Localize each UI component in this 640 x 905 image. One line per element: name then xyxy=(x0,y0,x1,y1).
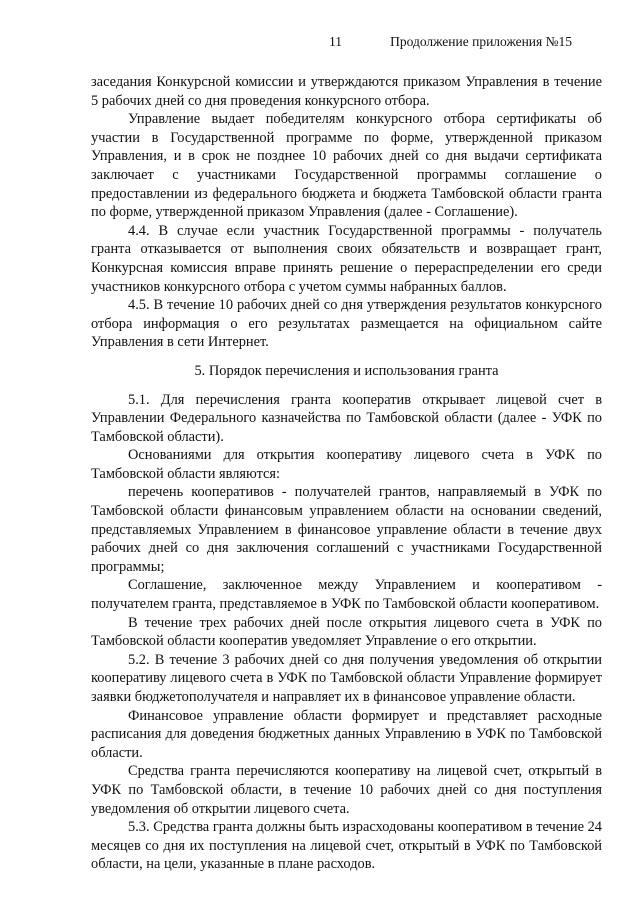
paragraph-continuation: заседания Конкурсной комиссии и утверждаются приказом Управления в течение 5 рабочих дней со дня проведения конкурсного отбора. xyxy=(91,74,602,109)
paragraph: Соглашение, заключенное между Управлением и кооперативом - получателем гранта, представляемое в УФК по Тамбовской области кооперативом. xyxy=(91,577,602,613)
paragraph-5-2: 5.2. В течение 3 рабочих дней со дня получения уведомления об открытии кооперативу лицевого счета в УФК по Тамбовской области Управление формирует заявки бюджетополучателя и направляет их в финансовое управление области. xyxy=(91,651,602,705)
paragraph-5-3: 5.3. Средства гранта должны быть израсходованы кооперативом в течение 24 месяцев со дня их поступления на лицевой счет, открытый в УФК по Тамбовской области, на цели, указанные в плане расходов. xyxy=(91,819,602,873)
page-header xyxy=(91,34,602,58)
paragraph-4-4: 4.4. В случае если участник Государственной программы - получатель гранта отказывается от выполнения своих обязательств и возвращает грант, Конкурсная комиссия вправе принять решение о перераспределении его среди участников конкурсного отбора с учетом суммы набранных баллов. xyxy=(91,222,602,295)
paragraph: Средства гранта перечисляются кооперативу на лицевой счет, открытый в УФК по Тамбовской области, в течение 10 рабочих дней со дня поступления уведомления об открытии лицевого счета. xyxy=(91,763,602,817)
paragraph: В течение трех рабочих дней после открытия лицевого счета в УФК по Тамбовской области кооператив уведомляет Управление о его открытии. xyxy=(91,614,602,650)
appendix-label: Продолжение приложения №15 xyxy=(390,34,572,49)
section-heading: 5. Порядок перечисления и использования гранта xyxy=(194,362,499,379)
paragraph: перечень кооперативов - получателей грантов, направляемый в УФК по Тамбовской области финансовым управлением области на основании сведений, представляемых Управлением в финансовое управление области в течение двух рабочих дней со дня заключения соглашений с участниками Государственной программы; xyxy=(91,484,602,575)
document-body xyxy=(91,73,602,874)
paragraph-5-1: 5.1. Для перечисления гранта кооператив открывает лицевой счет в Управлении Федерального казначейства по Тамбовской области (далее - УФК по Тамбовской области). xyxy=(91,391,602,445)
paragraph: Управление выдает победителям конкурсного отбора сертификаты об участии в Государственной программе по форме, утвержденной приказом Управления, и в срок не позднее 10 рабочих дней со дня выдачи сертификата заключает с участниками Государственной программы соглашение о предоставлении из федерального бюджета и бюджета Тамбовской области гранта по форме, утвержденной приказом Управления (далее - Соглашение). xyxy=(91,111,602,221)
page-number: 11 xyxy=(329,34,342,49)
paragraph: Финансовое управление области формирует и представляет расходные расписания для доведения бюджетных данных Управлению в УФК по Тамбовской области. xyxy=(91,707,602,761)
paragraph: Основаниями для открытия кооперативу лицевого счета в УФК по Тамбовской области являются: xyxy=(91,447,602,482)
paragraph-4-5: 4.5. В течение 10 рабочих дней со дня утверждения результатов конкурсного отбора информация о его результатах размещается на официальном сайте Управления в сети Интернет. xyxy=(91,297,602,351)
